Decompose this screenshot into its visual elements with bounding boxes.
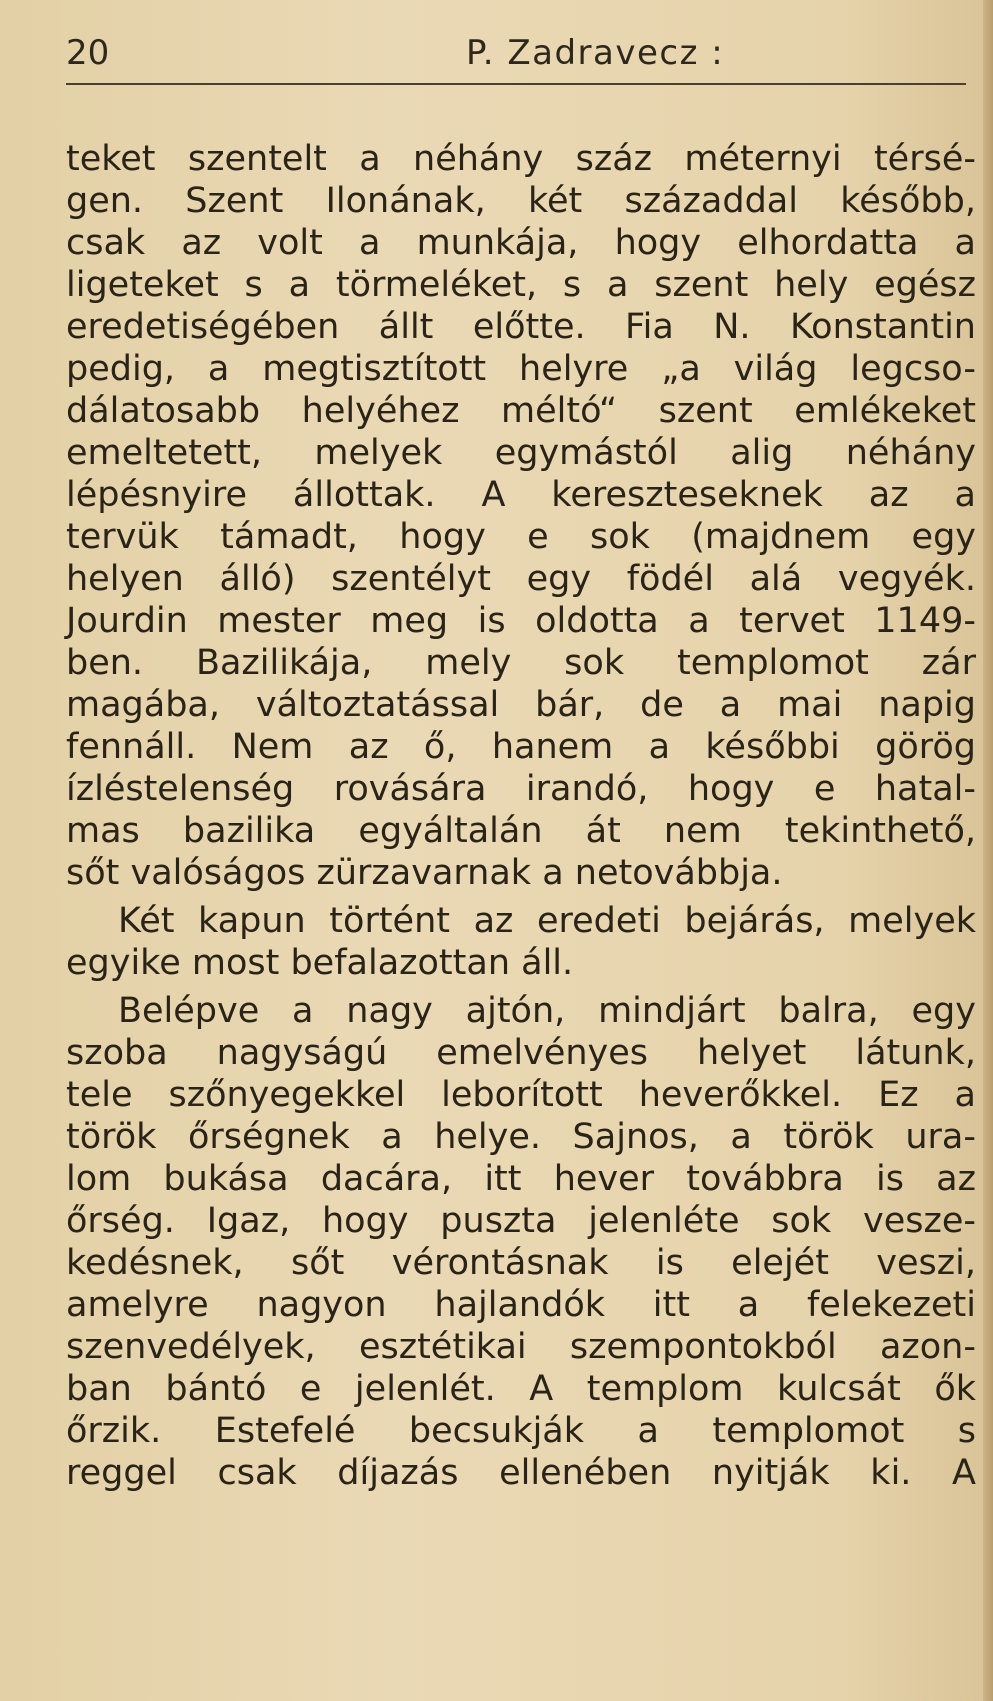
text-line: amelyre nagyon hajlandók itt a felekezeti [66,1285,976,1325]
text-line: szenvedélyek, esztétikai szempontokból azon- [66,1327,976,1367]
text-line: eredetiségében állt előtte. Fia N. Konstantin [66,307,976,347]
paragraph-1 [66,138,976,894]
text-line: tervük támadt, hogy e sok (majdnem egy [66,517,976,557]
text-line: mas bazilika egyáltalán át nem tekinthető, [66,811,976,851]
text-line: sőt valóságos zürzavarnak a netovábbja. [66,853,783,893]
text-line: reggel csak díjazás ellenében nyitják ki. A [66,1453,976,1493]
paragraph-3 [66,990,976,1494]
text-line: Két kapun történt az eredeti bejárás, melyek [118,901,976,941]
page-edge [983,0,993,1701]
text-line: csak az volt a munkája, hogy elhordatta a [66,223,976,263]
text-line: fennáll. Nem az ő, hanem a későbbi görög [66,727,976,767]
text-line: gen. Szent Ilonának, két századdal később, [66,181,976,221]
text-line: kedésnek, sőt vérontásnak is elejét veszi, [66,1243,976,1283]
text-line: őrzik. Estefelé becsukják a templomot s [66,1411,976,1451]
text-line: ben. Bazilikája, mely sok templomot zár [66,643,976,683]
text-line: szoba nagyságú emelvényes helyet látunk, [66,1033,976,1073]
header-rule [66,83,966,85]
text-line: pedig, a megtisztított helyre „a világ legcso- [66,349,976,389]
text-line: egyike most befalazottan áll. [66,943,574,983]
text-line: helyen álló) szentélyt egy födél alá vegyék. [66,559,976,599]
running-head: P. Zadravecz : [466,33,725,73]
text-line: tele szőnyegekkel leborított heverőkkel. Ez a [66,1075,976,1115]
text-line: ligeteket s a törmeléket, s a szent hely egész [66,265,976,305]
text-line: Belépve a nagy ajtón, mindjárt balra, egy [118,991,976,1031]
text-line: ízléstelenség rovására irandó, hogy e hatal- [66,769,976,809]
text-line: emeltetett, melyek egymástól alig néhány [66,433,976,473]
text-line: török őrségnek a helye. Sajnos, a török ura- [66,1117,976,1157]
text-line: Jourdin mester meg is oldotta a tervet 1149- [66,601,976,641]
text-line: teket szentelt a néhány száz méternyi térsé- [66,139,976,179]
page-header [66,28,966,78]
text-line: dálatosabb helyéhez méltó“ szent emlékeket [66,391,976,431]
text-line: őrség. Igaz, hogy puszta jelenléte sok vesze- [66,1201,976,1241]
paragraph-2 [66,900,976,984]
body-text [66,138,976,1494]
page-number: 20 [66,33,110,73]
text-line: lom bukása dacára, itt hever továbbra is az [66,1159,976,1199]
text-line: lépésnyire állottak. A kereszteseknek az a [66,475,976,515]
text-line: magába, változtatással bár, de a mai napig [66,685,976,725]
text-line: ban bántó e jelenlét. A templom kulcsát ők [66,1369,976,1409]
